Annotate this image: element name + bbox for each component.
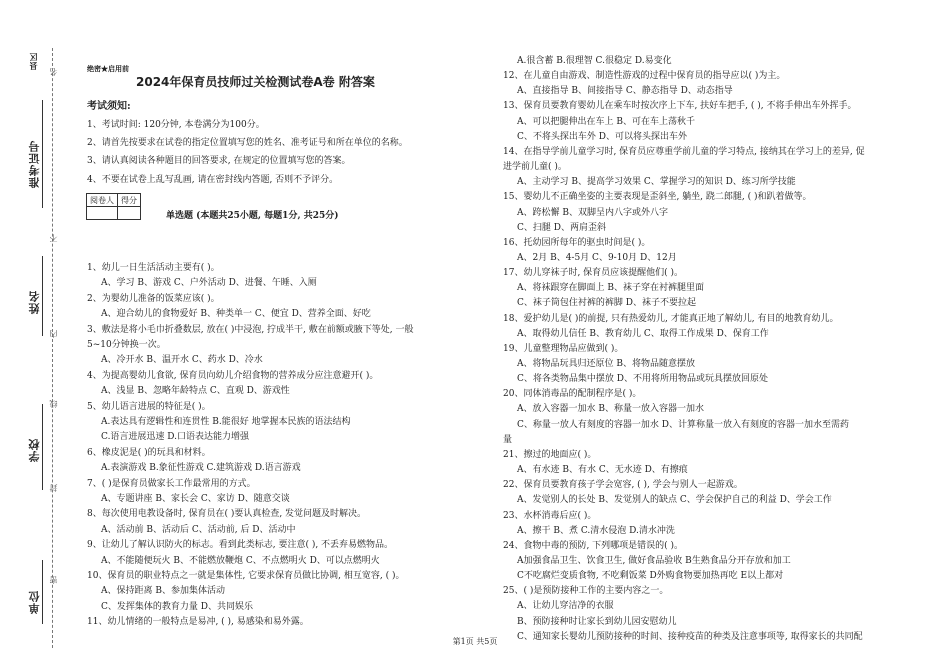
section-heading: 单选题 (本题共25小题, 每题1分, 共25分) xyxy=(166,211,339,221)
page-footer: 第1页 共5页 xyxy=(452,637,498,646)
question-line: 15、婴幼儿不正确坐姿的主要表现是歪斜坐, 躺坐, 跷二郎腿, ( )和趴着做等。 xyxy=(503,192,812,203)
notice-item: 2、请首先按要求在试卷的指定位置填写您的姓名、准考证号和所在单位的名称。 xyxy=(87,138,408,148)
option-line: C不吃腐烂变质食物, 不吃剩饭菜 D外购食物要加热再吃 E以上都对 xyxy=(517,571,784,582)
question-line: 11、幼儿情绪的一般特点是易冲, ( ), 易感染和易外露。 xyxy=(87,617,309,628)
option-line: 进学前儿童( )。 xyxy=(503,162,567,173)
score-cell: 得分 xyxy=(118,194,141,207)
question-line: 17、幼儿穿袜子时, 保育员应该提醒他们( )。 xyxy=(503,268,684,279)
question-line: 24、食物中毒的预防, 下列哪项是错误的( )。 xyxy=(503,540,684,551)
option-line: A.表演游戏 B.象征性游戏 C.建筑游戏 D.语言游戏 xyxy=(101,463,301,474)
option-line: C、扫腿 D、两肩歪斜 xyxy=(517,222,606,233)
option-line: A.很含蓄 B.很理智 C.很稳定 D.易变化 xyxy=(517,56,672,66)
name-blank xyxy=(42,256,43,336)
question-line: 22、保育员要教育孩子学会宽容, ( ), 学会与别人一起游戏。 xyxy=(503,480,743,491)
notice-item: 1、考试时间: 120分钟, 本卷满分为100分。 xyxy=(87,120,265,130)
option-line: A、擦干 B、煮 C.清水侵泡 D.清水冲洗 xyxy=(517,525,675,536)
option-line: A、让幼儿穿洁净的衣服 xyxy=(517,601,614,612)
question-line: 10、保育员的职业特点之一就是集体性, 它要求保育员做比协调, 相互宽容, ( )。 xyxy=(87,571,405,581)
notice-item: 4、不要在试卷上乱写乱画, 请在密封线内答题, 否则不予评分。 xyxy=(87,175,339,185)
score-box xyxy=(86,193,141,220)
question-line: 18、爱护幼儿是( )的前提, 只有热爱幼儿, 才能真正地了解幼儿, 有目的地教育幼儿。 xyxy=(503,313,839,324)
option-line: 量 xyxy=(503,434,513,445)
option-line: C、称量一放人有刻度的容器一加水 D、计算称量一放入有刻度的容器一加水至需药 xyxy=(517,419,849,430)
option-line: A、保持距离 B、参加集体活动 xyxy=(101,586,225,597)
option-line: C、不将头探出车外 D、可以将头探出车外 xyxy=(517,131,687,142)
question-line: 25、( )是预防接种工作的主要内容之一。 xyxy=(503,586,669,597)
seal-mark: 名 xyxy=(49,68,58,76)
question-line: 1、幼儿一日生活活动主要有( )。 xyxy=(87,263,220,273)
option-line: C、将各类物品集中摆放 D、不用将所用物品或玩具摆放回原处 xyxy=(517,374,768,385)
option-line: A、取得幼儿信任 B、教育幼儿 C、取得工作成果 D、保育工作 xyxy=(517,328,769,339)
option-line: A、跨松懈 B、双脚呈内八字或外八字 xyxy=(517,207,668,218)
option-line: A、学习 B、游戏 C、户外活动 D、进餐、午睡、入厕 xyxy=(101,278,317,289)
exam-number-blank xyxy=(42,100,43,208)
seal-mark: 线 xyxy=(49,400,58,408)
question-line: 4、为提高婴幼儿食欲, 保育员向幼儿介绍食物的营养成分应注意避开( )。 xyxy=(87,370,379,381)
seal-mark: 内 xyxy=(49,330,58,338)
question-line: 3、敷法是将小毛巾折叠数层, 放在( )中浸泡, 拧成半干, 敷在前额或腋下等处, 一般 xyxy=(87,324,414,335)
option-line: C.语言进展迅速 D.口语表达能力增强 xyxy=(101,432,250,443)
unit-label: 单位 xyxy=(28,590,41,614)
question-line: 5、幼儿语言进展的特征是( )。 xyxy=(87,401,211,412)
seal-mark: 密 xyxy=(49,576,58,584)
option-line: A、将物品玩具归还原位 B、将物品随意摆放 xyxy=(517,359,695,369)
secret-label: 绝密★启用前 xyxy=(87,64,129,73)
name-label: 姓名 xyxy=(28,290,41,314)
notice-item: 3、请认真阅读各种题目的回答要求, 在规定的位置填写您的答案。 xyxy=(87,156,351,166)
option-line: C、袜子筒包住衬裤的裤脚 D、袜子不要拉起 xyxy=(517,298,696,309)
question-line: 12、在儿童自由游戏、制造性游戏的过程中保育员的指导应以( )为主。 xyxy=(503,71,786,82)
option-line: A、浅显 B、忽略年龄特点 C、直观 D、游戏性 xyxy=(101,386,290,397)
option-line: 5~10分钟换一次。 xyxy=(87,340,166,350)
reviewer-cell: 阅卷人 xyxy=(87,194,118,207)
reviewer-blank[interactable] xyxy=(87,207,118,220)
option-line: A、可以把腿伸出在车上 B、可在车上荡秋千 xyxy=(517,116,695,127)
seal-mark: 封 xyxy=(49,484,58,492)
option-line: A、放入容器一加水 B、称量一放入容器一加水 xyxy=(517,404,704,415)
question-line: 19、儿童整理物品应做到( )。 xyxy=(503,343,624,354)
notice-heading: 考试须知: xyxy=(87,101,131,112)
option-line: A、发觉别人的长处 B、发觉别人的缺点 C、学会保护自己的利益 D、学会工作 xyxy=(517,495,832,506)
district-label: 县区 xyxy=(28,52,38,70)
option-line: A、不能随便玩火 B、不能燃放鞭炮 C、不点燃明火 D、可以点燃明火 xyxy=(101,555,380,566)
seal-line xyxy=(52,48,53,648)
option-line: B、预防接种时让家长到幼儿园安慰幼儿 xyxy=(517,616,677,627)
page-title: 2024年保育员技师过关检测试卷A卷 附答案 xyxy=(136,75,375,89)
option-line: A、冷开水 B、温开水 C、药水 D、冷水 xyxy=(101,355,263,366)
question-line: 20、同体消毒品的配制程序是( )。 xyxy=(503,389,642,400)
exam-number-label: 准考证号 xyxy=(28,140,41,188)
option-line: A、直接指导 B、间接指导 C、静态指导 D、动态指导 xyxy=(517,86,733,97)
question-line: 8、每次使用电教设备时, 保育员在( )要认真检查, 发觉问题及时解决。 xyxy=(87,509,367,520)
option-line: C、发挥集体的教育力量 D、共同娱乐 xyxy=(101,601,253,612)
question-line: 14、在指导学前儿童学习时, 保育员应尊重学前儿童的学习特点, 接纳其在学习上的差异, 促 xyxy=(503,146,865,157)
option-line: A、将袜跟穿在脚面上 B、袜子穿在衬裤腿里面 xyxy=(517,283,704,294)
question-line: 2、为婴幼儿准备的饭菜应该( )。 xyxy=(87,293,220,304)
question-line: 9、让幼儿了解认识防火的标志。看到此类标志, 要注意( ), 不丢弃易燃物品。 xyxy=(87,540,394,551)
question-line: 13、保育员要教育婴幼儿在乘车时按次序上下车, 扶好车把手, ( ), 不将手伸出车外挥手。 xyxy=(503,101,857,112)
question-line: 6、橡皮泥是( )的玩具和材料。 xyxy=(87,447,211,458)
question-line: 16、托幼园所每年的驱虫时间是( )。 xyxy=(503,237,651,248)
unit-blank xyxy=(42,560,43,624)
question-line: 21、擦过的地面应( )。 xyxy=(503,449,597,460)
question-line: 7、( )是保育员做家长工作最常用的方式。 xyxy=(87,478,256,489)
question-line: 23、水杯消毒后应( )。 xyxy=(503,510,597,521)
option-line: A、活动前 B、活动后 C、活动前, 后 D、活动中 xyxy=(101,524,296,535)
option-line: A、2月 B、4-5月 C、9-10月 D、12月 xyxy=(517,252,677,263)
score-blank[interactable] xyxy=(118,207,141,220)
seal-mark: 不 xyxy=(49,234,58,242)
school-label: 学校 xyxy=(28,438,41,462)
option-line: A、专题讲座 B、家长会 C、家访 D、随意交谈 xyxy=(101,494,290,504)
option-line: A加强食品卫生、饮食卫生, 做好食品验收 B生熟食品分开存放和加工 xyxy=(517,555,791,566)
option-line: A、主动学习 B、提高学习效果 C、掌握学习的知识 D、练习所学技能 xyxy=(517,177,796,188)
option-line: A、迎合幼儿的食物爱好 B、种类单一 C、便宜 D、营养全面、好吃 xyxy=(101,309,371,320)
school-blank xyxy=(42,404,43,490)
option-line: A、有水迹 B、有水 C、无水迹 D、有擦痕 xyxy=(517,465,688,476)
option-line: C、通知家长婴幼儿预防接种的时间、接种疫苗的种类及注意事项等, 取得家长的共同配 xyxy=(517,631,863,642)
binding-strip xyxy=(0,0,64,671)
option-line: A.表达具有逻辑性和连贯性 B.能很好 地掌握本民族的语法结构 xyxy=(101,417,351,427)
